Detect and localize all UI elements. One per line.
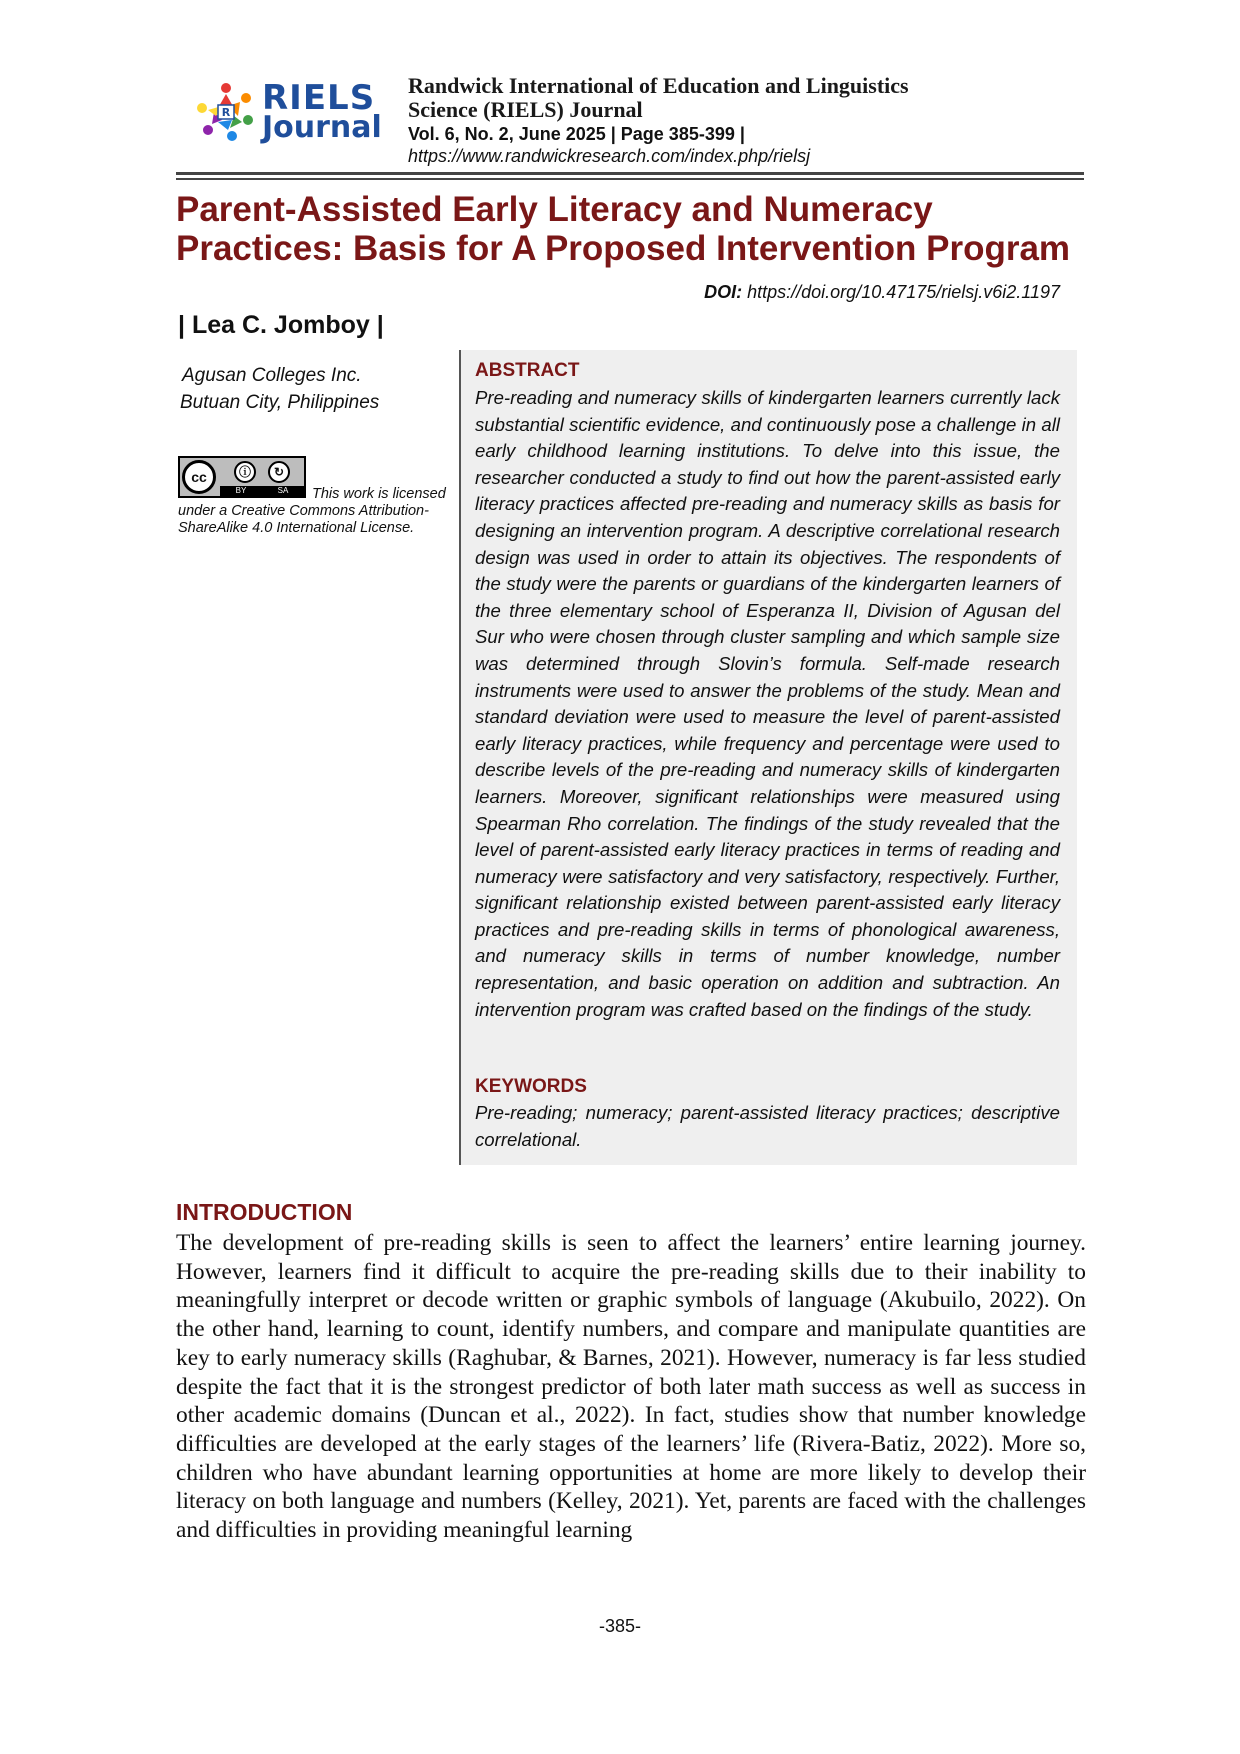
- keywords-text: Pre-reading; numeracy; parent-assisted literacy practices; descriptive correlational.: [475, 1102, 1060, 1150]
- header-rule-bottom: [176, 178, 1084, 180]
- license-text: [178, 486, 458, 537]
- introduction-heading: INTRODUCTION: [176, 1199, 353, 1225]
- page-number: -385-: [598, 1616, 642, 1636]
- doi: [704, 282, 1060, 303]
- cc-icon: cc: [182, 460, 216, 494]
- affiliation: [182, 362, 379, 416]
- license-line2: under a Creative Commons Attribution-: [178, 503, 429, 519]
- keywords-heading: KEYWORDS: [475, 1076, 587, 1097]
- license-line1: This work is licensed: [312, 486, 446, 502]
- doi-link[interactable]: https://doi.org/10.47175/rielsj.v6i2.1197: [747, 282, 1060, 302]
- journal-name-line1: Randwick International of Education and Linguistics: [408, 73, 909, 98]
- abstract-heading: ABSTRACT: [475, 360, 580, 381]
- journal-url[interactable]: https://www.randwickresearch.com/index.php/rielsj: [408, 146, 811, 166]
- people-circle-logo-icon: [194, 80, 258, 144]
- svg-text:R: R: [221, 106, 231, 119]
- introduction-text: The development of pre-reading skills is seen to affect the learners’ entire learning journey. However, learners find it difficult to acquire the pre-reading skills due to their inability to meaningfully interpret or decode written or graphic symbols of language (Akubuilo, 2022). On the other hand, learning to count, identify numbers, and compare and manipulate quantities are key to early numeracy skills (Raghubar, & Barnes, 2021). However, numeracy is far less studied despite the fact that it is the strongest predictor of both later math success as well as success in other academic domains (Duncan et al., 2022). In fact, studies show that number knowledge difficulties are developed at the early stages of the learners’ life (Rivera-Batiz, 2022). More so, children who have abundant learning opportunities at home are more likely to develop their literacy on both language and numbers (Kelley, 2021). Yet, parents are faced with the challenges and difficulties in providing meaningful learning: [176, 1230, 1086, 1544]
- header-rule-top: [176, 172, 1084, 175]
- doi-label: DOI:: [704, 282, 743, 302]
- abstract-text: Pre-reading and numeracy skills of kindergarten learners currently lack substantial scientific evidence, and continuously pose a challenge in all early childhood learning institutions. To delve into this issue, the researcher conducted a study to find out how the parent-assisted early literacy practices affected pre-reading and numeracy skills as basis for designing an intervention program. A descriptive correlational research design was used in order to attain its objectives. The respondents of the study were the parents or guardians of the kindergarten learners of the three elementary school of Esperanza II, Division of Agusan del Sur who were chosen through cluster sampling and which sample size was determined through Slovin’s formula. Self-made research instruments were used to answer the problems of the study. Mean and standard deviation were used to measure the level of parent-assisted early literacy practices, while frequency and percentage were used to describe levels of the pre-reading and numeracy skills of kindergarten learners. Moreover, significant relationships were measured using Spearman Rho correlation. The findings of the study revealed that the level of parent-assisted early literacy practices in terms of reading and numeracy were satisfactory and very satisfactory, respectively. Further, significant relationship existed between parent-assisted early literacy practices and pre-reading skills in terms of phonological awareness, and numeracy skills in terms of number knowledge, number representation, and basic operation on addition and subtraction. An intervention program was crafted based on the findings of the study.: [475, 387, 1060, 1020]
- logo-word-journal: Journal: [262, 110, 382, 145]
- attribution-person-icon: ⓘ: [234, 461, 256, 483]
- journal-name-line2: Science (RIELS) Journal: [408, 97, 643, 122]
- license-line3: ShareAlike 4.0 International License.: [178, 520, 415, 536]
- cc-by-label: BY: [235, 486, 247, 495]
- cc-sa-label: SA: [277, 486, 289, 495]
- journal-header: [408, 74, 1008, 167]
- author-name: | Lea C. Jomboy |: [178, 311, 384, 339]
- paper-title: Parent-Assisted Early Literacy and Numeracy Practices: Basis for A Proposed Intervention Program: [176, 190, 1071, 268]
- affiliation-location: Butuan City, Philippines: [180, 392, 380, 413]
- affiliation-institution: Agusan Colleges Inc.: [182, 365, 362, 386]
- volume-info: Vol. 6, No. 2, June 2025 | Page 385-399 |: [408, 124, 745, 144]
- journal-logo: [194, 78, 384, 148]
- logo-word-riels: RIELS: [262, 78, 376, 118]
- sharealike-icon: ↻: [268, 461, 290, 483]
